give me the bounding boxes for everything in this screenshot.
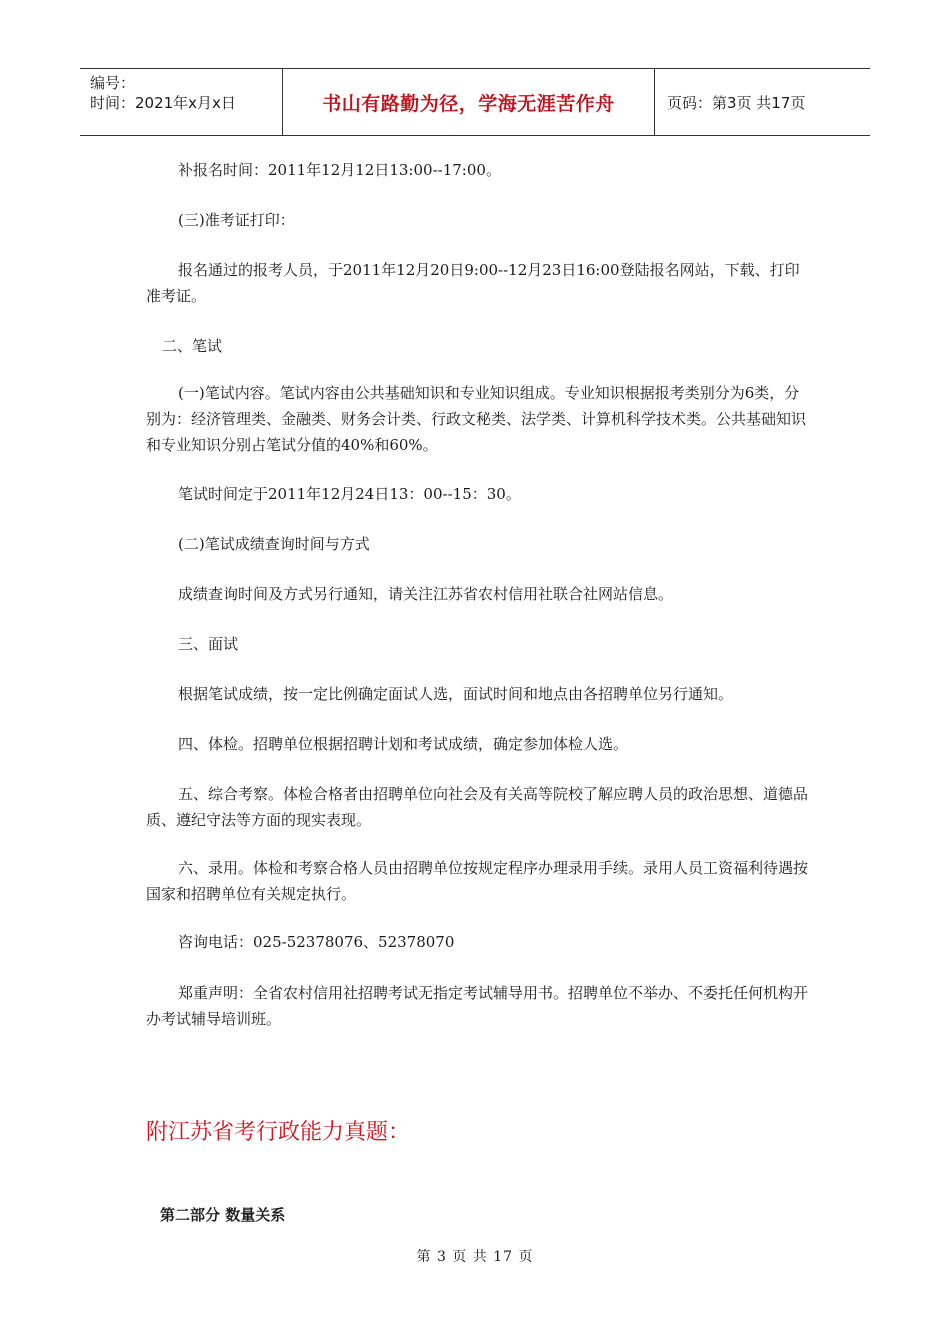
paragraph-contact-phone: 咨询电话：025-52378076、52378070 xyxy=(178,933,455,951)
document-date-label: 时间：2021年x月x日 xyxy=(90,94,236,112)
page-header xyxy=(80,68,870,136)
paragraph-comprehensive-review: 五、综合考察。体检合格者由招聘单位向社会及有关高等院校了解应聘人员的政治思想、道德品质、遵纪守法等方面的现实表现。 xyxy=(146,785,809,829)
document-number-label: 编号： xyxy=(90,74,136,92)
paragraph-admission-ticket-heading: (三)准考证打印： xyxy=(178,211,295,229)
header-motto: 书山有路勤为径，学海无涯苦作舟 xyxy=(283,69,655,135)
paragraph-written-test-content: (一)笔试内容。笔试内容由公共基础知识和专业知识组成。专业知识根据报考类别分为6类，分别为：经济管理类、金融类、财务会计类、行政文秘类、法学类、计算机科学技术类。公共基础知识和专业知识分别占笔试分值的40%和60%。 xyxy=(146,384,807,454)
section-heading-interview: 三、面试 xyxy=(178,635,239,653)
section-title-quantitative: 第二部分 数量关系 xyxy=(160,1206,286,1224)
appendix-heading: 附江苏省考行政能力真题： xyxy=(146,1120,411,1145)
paragraph-score-query-heading: (二)笔试成绩查询时间与方式 xyxy=(178,535,370,553)
paragraph-written-test-time: 笔试时间定于2011年12月24日13：00--15：30。 xyxy=(178,485,521,503)
header-meta xyxy=(80,69,283,135)
page-footer: 第 3 页 共 17 页 xyxy=(416,1249,534,1265)
paragraph-interview: 根据笔试成绩，按一定比例确定面试人选，面试时间和地点由各招聘单位另行通知。 xyxy=(178,685,734,703)
paragraph-hiring: 六、录用。体检和考察合格人员由招聘单位按规定程序办理录用手续。录用人员工资福利待遇按国家和招聘单位有关规定执行。 xyxy=(146,859,809,903)
section-heading-written-test: 二、笔试 xyxy=(162,337,223,355)
paragraph-supplementary-registration: 补报名时间：2011年12月12日13:00--17:00。 xyxy=(178,161,501,179)
paragraph-statement: 郑重声明：全省农村信用社招聘考试无指定考试辅导用书。招聘单位不举办、不委托任何机构开办考试辅导培训班。 xyxy=(146,984,809,1028)
paragraph-admission-ticket-print: 报名通过的报考人员，于2011年12月20日9:00--12月23日16:00登陆报名网站，下载、打印准考证。 xyxy=(146,261,800,305)
header-page-number: 页码：第3页 共17页 xyxy=(667,93,806,112)
paragraph-medical-exam: 四、体检。招聘单位根据招聘计划和考试成绩，确定参加体检人选。 xyxy=(178,735,629,753)
paragraph-score-query: 成绩查询时间及方式另行通知，请关注江苏省农村信用社联合社网站信息。 xyxy=(178,585,674,603)
